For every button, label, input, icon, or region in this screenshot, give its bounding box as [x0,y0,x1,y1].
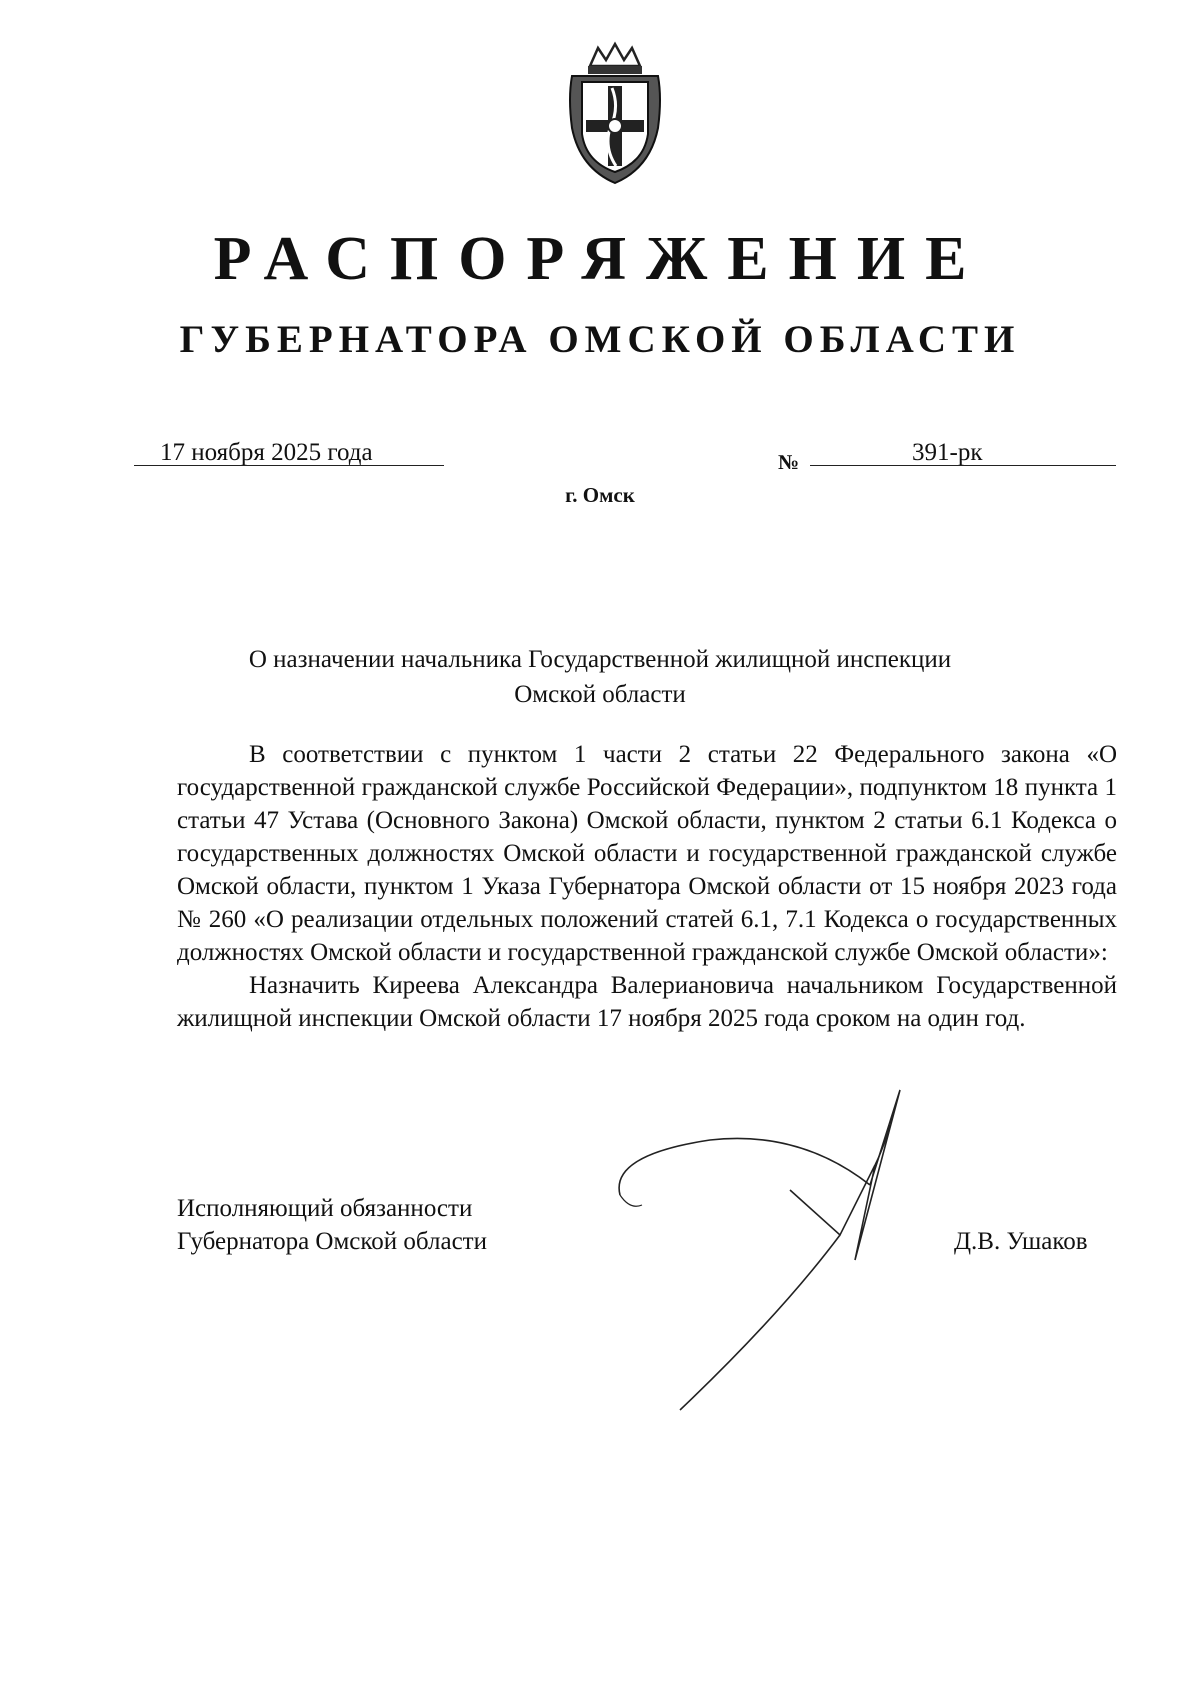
signer-name: Д.В. Ушаков [954,1228,1088,1255]
signer-position-line: Губернатора Омской области [177,1228,487,1255]
document-number: 391-рк [912,439,983,466]
subject-line: О назначении начальника Государственной жилищной инспекции [248,646,952,673]
issue-city: г. Омск [565,483,635,507]
document-kind-heading: РАСПОРЯЖЕНИЕ [213,225,987,293]
number-underline [810,465,1116,466]
signer-position-line: Исполняющий обязанности [177,1195,473,1222]
document-subject [180,642,1020,712]
handwritten-signature-icon [600,1085,990,1425]
body-paragraph: Назначить Киреева Александра Валериановича начальником Государственной жилищной инспекции Омской области 17 ноября 2025 года сроком на один год. [177,972,1117,1032]
issuer-heading: ГУБЕРНАТОРА ОМСКОЙ ОБЛАСТИ [179,318,1021,361]
number-sign: № [778,450,800,474]
date-underline [134,465,444,466]
document-body [177,738,1117,1035]
document-date: 17 ноября 2025 года [160,439,373,466]
body-paragraph: В соответствии с пунктом 1 части 2 статьи 22 Федерального закона «О государственной гражданской службе Российской Федерации», подпунктом 18 пункта 1 статьи 47 Устава (Основного Закона) Омской области, пунктом 2 статьи 6.1 Кодекса о государственных должностях Омской области и государственной гражданской службе Омской области, пунктом 1 Указа Губернатора Омской области от 15 ноября 2023 года № 260 «О реализации отдельных положений статей 6.1, 7.1 Кодекса о государственных должностях Омской области и государственной гражданской службе Омской области»: [177,741,1117,966]
coat-of-arms-icon [560,38,670,188]
signer-position [177,1192,487,1258]
subject-line: Омской области [514,681,686,708]
